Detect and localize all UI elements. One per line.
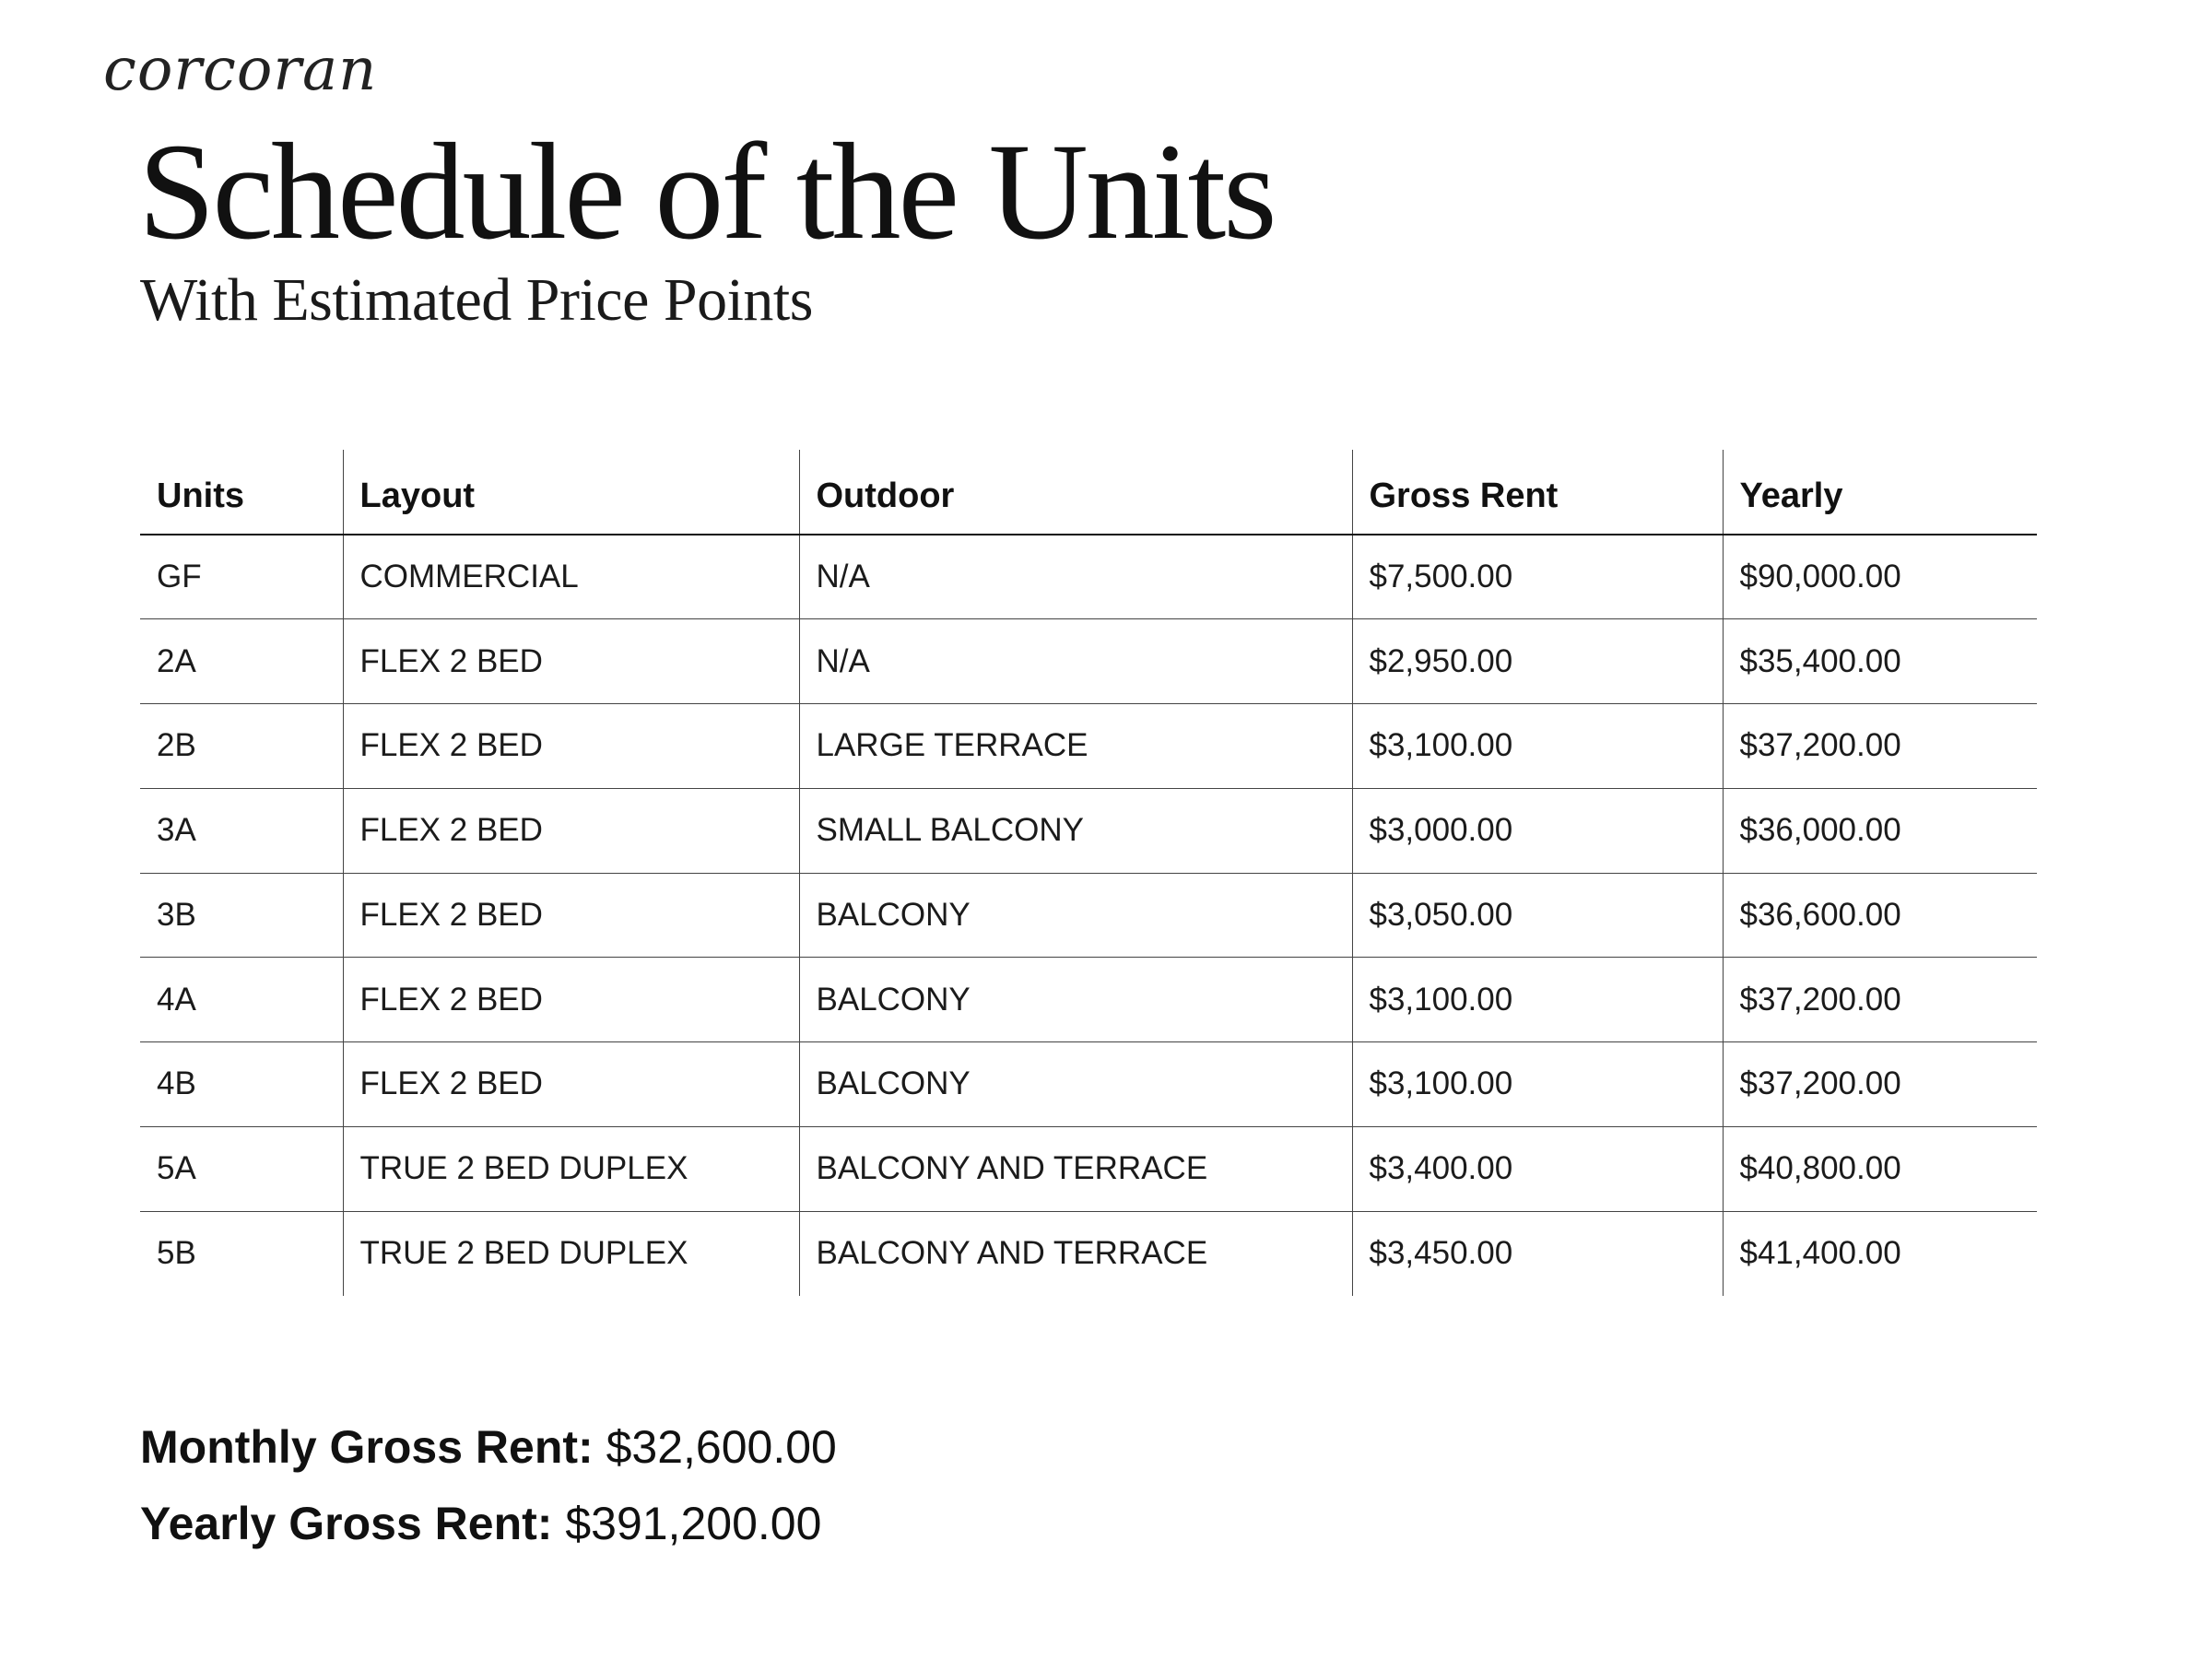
cell-layout: FLEX 2 BED	[343, 1042, 799, 1127]
cell-outdoor: BALCONY	[799, 1042, 1352, 1127]
cell-layout: TRUE 2 BED DUPLEX	[343, 1211, 799, 1296]
column-header-yearly: Yearly	[1723, 450, 2037, 535]
table-row	[140, 1042, 2037, 1127]
table-row	[140, 704, 2037, 789]
column-header-layout: Layout	[343, 450, 799, 535]
cell-unit: 4A	[140, 958, 343, 1042]
cell-unit: 5B	[157, 1235, 196, 1272]
cell-yearly: $37,200.00	[1723, 704, 2037, 789]
cell-yearly: $36,600.00	[1723, 873, 2037, 958]
table-row	[140, 1211, 2037, 1296]
monthly-gross-rent-label: Monthly Gross Rent:	[140, 1421, 594, 1473]
cell-gross-rent: $3,100.00	[1352, 1042, 1723, 1127]
cell-layout: COMMERCIAL	[343, 535, 799, 619]
units-schedule-table	[140, 450, 2037, 1296]
cell-outdoor: N/A	[799, 535, 1352, 619]
cell-outdoor: BALCONY	[799, 958, 1352, 1042]
yearly-gross-rent-label: Yearly Gross Rent:	[140, 1498, 553, 1549]
cell-unit: 2A	[140, 619, 343, 704]
table-row	[140, 535, 2037, 619]
table-row	[140, 873, 2037, 958]
cell-layout: FLEX 2 BED	[343, 704, 799, 789]
cell-unit: GF	[140, 535, 343, 619]
cell-gross-rent: $3,100.00	[1352, 958, 1723, 1042]
cell-gross-rent: $3,450.00	[1352, 1211, 1723, 1296]
cell-layout: TRUE 2 BED DUPLEX	[343, 1126, 799, 1211]
cell-outdoor: BALCONY	[799, 873, 1352, 958]
column-header-units: Units	[140, 450, 343, 535]
cell-layout: FLEX 2 BED	[343, 958, 799, 1042]
cell-outdoor: SMALL BALCONY	[799, 788, 1352, 873]
yearly-gross-rent-value: $391,200.00	[565, 1498, 822, 1549]
page-subtitle: With Estimated Price Points	[140, 266, 813, 334]
cell-outdoor: LARGE TERRACE	[799, 704, 1352, 789]
page-title: Schedule of the Units	[138, 115, 1275, 268]
cell-gross-rent: $2,950.00	[1352, 619, 1723, 704]
cell-unit: 3A	[140, 788, 343, 873]
cell-outdoor: N/A	[799, 619, 1352, 704]
cell-gross-rent: $3,000.00	[1352, 788, 1723, 873]
cell-unit: 5A	[140, 1126, 343, 1211]
cell-yearly: $90,000.00	[1723, 535, 2037, 619]
cell-outdoor: BALCONY AND TERRACE	[799, 1211, 1352, 1296]
cell-gross-rent: $3,050.00	[1352, 873, 1723, 958]
cell-gross-rent: $7,500.00	[1352, 535, 1723, 619]
cell-yearly: $36,000.00	[1723, 788, 2037, 873]
column-header-gross-rent: Gross Rent	[1352, 450, 1723, 535]
table-header-row	[140, 450, 2037, 535]
cell-unit: 2B	[140, 704, 343, 789]
cell-yearly: $37,200.00	[1723, 1042, 2037, 1127]
yearly-gross-rent-summary	[140, 1496, 821, 1551]
monthly-gross-rent-value: $32,600.00	[606, 1421, 837, 1473]
table-row	[140, 788, 2037, 873]
column-header-outdoor: Outdoor	[799, 450, 1352, 535]
cell-yearly: $41,400.00	[1723, 1211, 2037, 1296]
cell-unit: 4B	[140, 1042, 343, 1127]
table-row	[140, 619, 2037, 704]
cell-yearly: $37,200.00	[1723, 958, 2037, 1042]
table-row	[140, 958, 2037, 1042]
cell-layout: FLEX 2 BED	[343, 788, 799, 873]
cell-layout: FLEX 2 BED	[343, 619, 799, 704]
cell-gross-rent: $3,100.00	[1352, 704, 1723, 789]
cell-layout: FLEX 2 BED	[343, 873, 799, 958]
table-row	[140, 1126, 2037, 1211]
brand-logo: corcoran	[103, 36, 378, 104]
cell-yearly: $35,400.00	[1723, 619, 2037, 704]
cell-gross-rent: $3,400.00	[1352, 1126, 1723, 1211]
cell-yearly: $40,800.00	[1723, 1126, 2037, 1211]
cell-unit: 3B	[140, 873, 343, 958]
cell-outdoor: BALCONY AND TERRACE	[799, 1126, 1352, 1211]
monthly-gross-rent-summary	[140, 1419, 837, 1475]
